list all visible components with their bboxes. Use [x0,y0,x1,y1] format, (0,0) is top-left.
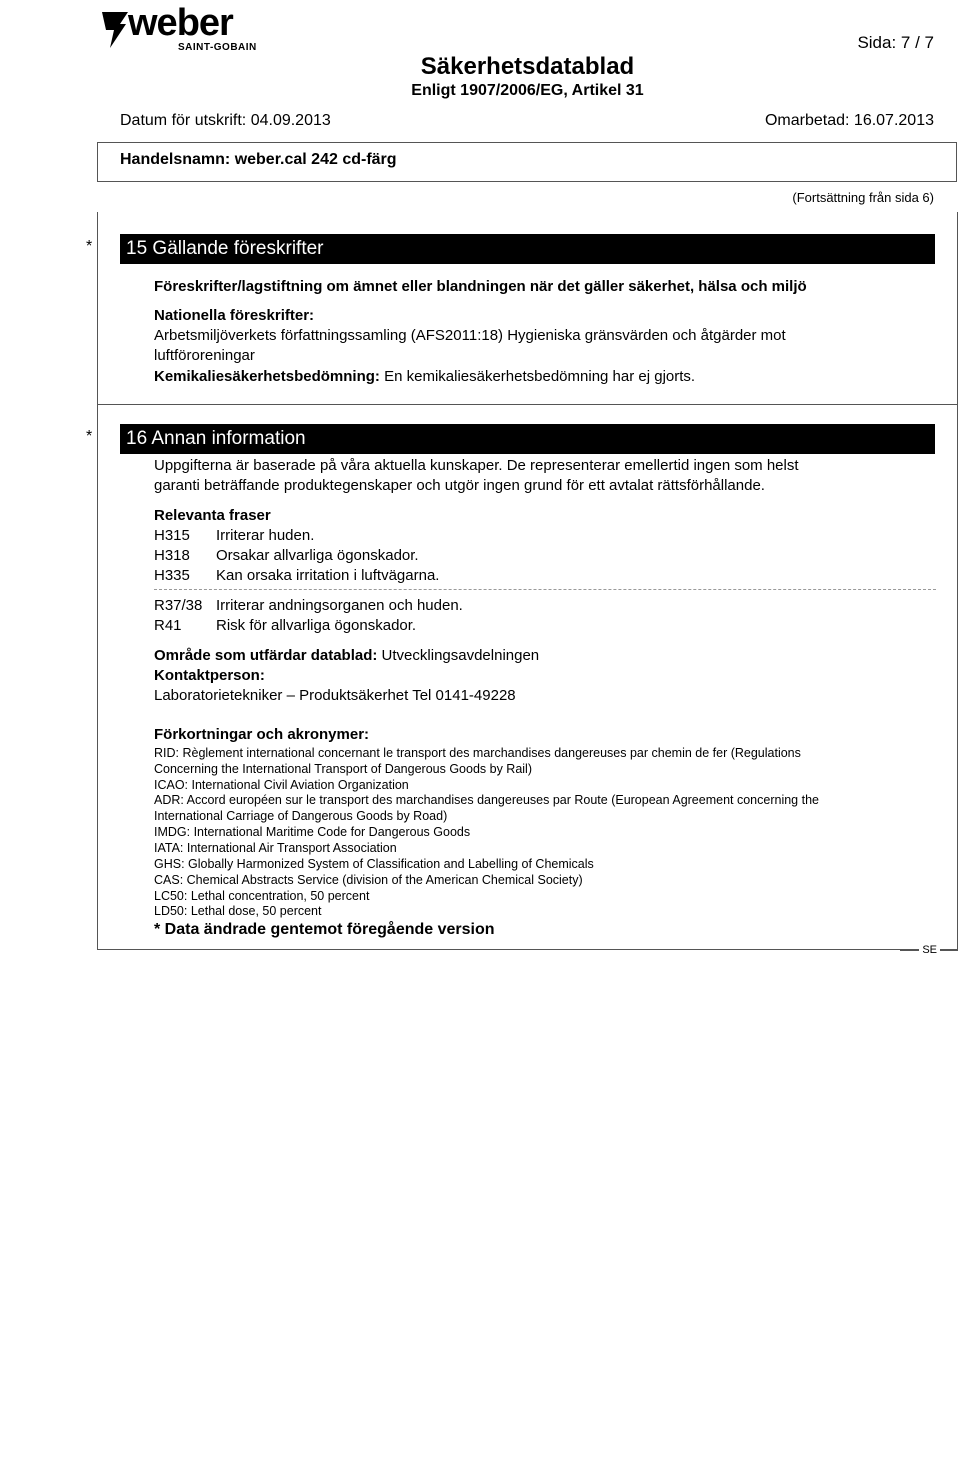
phrases-heading: Relevanta fraser [154,507,271,524]
phrase-row [154,547,419,564]
change-marker: * [86,428,93,445]
phrase-row [154,617,416,634]
phrase-row [154,597,463,614]
contact-text: Laboratorietekniker – Produktsäkerhet Tel 0141-49228 [154,687,516,704]
phrase-text: Orsakar allvarliga ögonskador. [216,547,419,564]
abbreviations-heading: Förkortningar och akronymer: [154,726,370,743]
logo-sub: SAINT-GOBAIN [178,42,257,53]
trade-name: Handelsnamn: weber.cal 242 cd-färg [120,151,397,168]
abbreviation-line: CAS: Chemical Abstracts Service (division of the American Chemical Society) [154,873,583,887]
revised-date: Omarbetad: 16.07.2013 [764,112,934,129]
phrase-row [154,527,314,544]
phrase-text: Risk för allvarliga ögonskador. [216,617,417,634]
abbreviation-line: ADR: Accord européen sur le transport des marchandises dangereuses par Route (European Agreement concerning the [154,793,819,807]
abbreviation-line: IMDG: International Maritime Code for Dangerous Goods [154,825,471,839]
csa-label: Kemikaliesäkerhetsbedömning: [154,368,380,385]
change-footnote: * Data ändrade gentemot föregående version [154,921,495,938]
document-title: Säkerhetsdatablad [420,53,635,80]
phrase-code: H335 [154,567,190,584]
document-subtitle: Enligt 1907/2006/EG, Artikel 31 [411,82,644,99]
abbreviation-line: ICAO: International Civil Aviation Organization [154,778,409,792]
afs-text: Arbetsmiljöverkets författningssamling (AFS2011:18) Hygieniska gränsvärden och åtgärder mot [154,327,786,344]
page-number: Sida: 7 / 7 [857,33,934,52]
weber-logo [100,2,257,54]
abbreviation-line: RID: Règlement international concernant le transport des marchandises dangereuses par chemin de fer (Regulations [154,746,801,760]
print-date: Datum för utskrift: 04.09.2013 [120,112,331,129]
phrase-code: H315 [154,527,190,544]
issuer-label: Område som utfärdar datablad: [154,647,378,664]
contact-label: Kontaktperson: [154,667,265,684]
abbreviation-line: International Carriage of Dangerous Goods by Road) [154,809,448,823]
continuation-note: (Fortsättning från sida 6) [792,190,934,205]
section-15-heading: 15 Gällande föreskrifter [120,234,935,264]
abbreviation-line: IATA: International Air Transport Association [154,841,397,855]
phrase-row [154,567,439,584]
abbreviation-line: GHS: Globally Harmonized System of Classification and Labelling of Chemicals [154,857,594,871]
section-16-heading: 16 Annan information [120,424,935,454]
intro-line-1: Uppgifterna är baserade på våra aktuella kunskaper. De representerar emellertid ingen som helst [154,457,799,474]
abbreviation-line: LC50: Lethal concentration, 50 percent [154,889,370,903]
abbreviation-line: Concerning the International Transport of Dangerous Goods by Rail) [154,762,532,776]
phrase-code: H318 [154,547,190,564]
phrase-text: Irriterar andningsorganen och huden. [216,597,463,614]
abbreviation-line: LD50: Lethal dose, 50 percent [154,904,322,918]
phrase-text: Kan orsaka irritation i luftvägarna. [216,567,440,584]
logo-mark-icon [100,10,130,50]
issuer-line [154,647,539,664]
change-marker: * [86,238,93,255]
national-regulations-label: Nationella föreskrifter: [154,307,315,324]
language-code: SE [919,944,940,956]
dotted-divider [154,589,936,590]
phrase-code: R41 [154,617,182,634]
regulations-heading: Föreskrifter/lagstiftning om ämnet eller blandningen när det gäller säkerhet, hälsa och miljö [154,278,807,295]
afs-text-cont: luftföroreningar [154,347,255,364]
phrase-code: R37/38 [154,597,203,614]
chemical-safety-assessment [154,368,695,385]
intro-line-2: garanti beträffande produktegenskaper och utgör ingen grund för ett avtalat rättsförhållande. [154,477,765,494]
issuer-text: Utvecklingsavdelningen [377,647,540,664]
phrase-text: Irriterar huden. [216,527,315,544]
logo-word: weber [128,2,233,44]
csa-text: En kemikaliesäkerhetsbedömning har ej gjorts. [379,368,696,385]
